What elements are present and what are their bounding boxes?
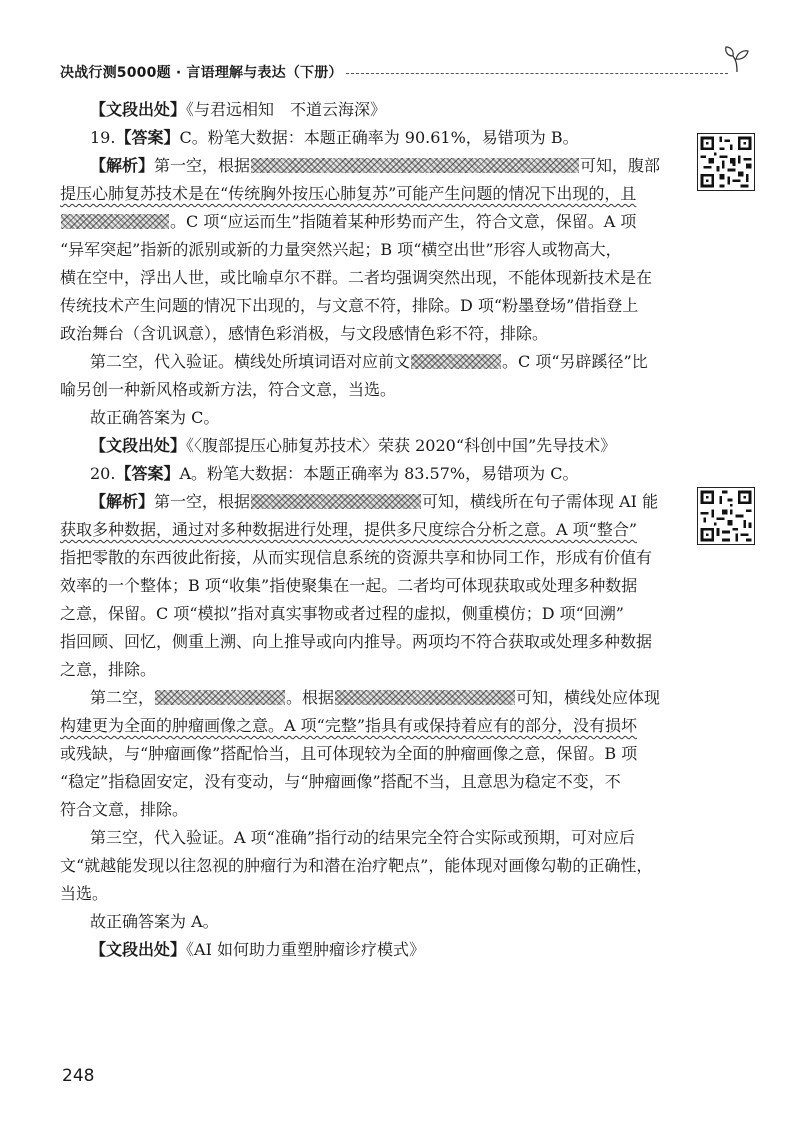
q19-answer-line — [60, 124, 674, 152]
q20-answer-line — [60, 460, 674, 488]
text-span: 或残缺，与“肿瘤画像”搭配恰当，且可体现较为全面的肿瘤画像之意，保留。B 项 — [60, 744, 638, 763]
q20-analysis-line-9 — [60, 712, 674, 740]
text-span: 获取多种数据，通过对多种数据进行处理，提供多尺度综合分析之意。A 项“整合” — [60, 520, 638, 539]
q20-analysis-line-10 — [60, 740, 674, 768]
sprout-icon — [724, 44, 750, 74]
qr-code-q19 — [697, 133, 755, 191]
text-span: 符合文意，排除。 — [60, 800, 189, 819]
text-span: 故正确答案为 A。 — [90, 912, 219, 931]
text-span: 之意，保留。C 项“模拟”指对真实事物或者过程的虚拟，侧重模仿；D 项“回溯” — [60, 604, 624, 623]
text-span: 第一空，根据 — [154, 156, 251, 175]
source-label: 【文段出处】 — [90, 940, 187, 959]
masked-text — [155, 690, 285, 705]
text-span: 故正确答案为 C。 — [90, 408, 220, 427]
q19-conclusion — [60, 404, 674, 432]
q19-analysis-line-9 — [60, 376, 674, 404]
q20-analysis-line-11 — [60, 768, 674, 796]
text-span: “稳定”指稳固安定，没有变动，与“肿瘤画像”搭配不当，且意思为稳定不变，不 — [60, 772, 621, 791]
source-text: 《AI 如何助力重塑肿瘤诊疗模式》 — [186, 940, 425, 959]
qr-code-q20 — [697, 487, 755, 545]
q20-source-line — [60, 936, 674, 964]
q20-conclusion — [60, 908, 674, 936]
text-span: “异军突起”指新的派别或新的力量突然兴起；B 项“横空出世”形容人或物高大， — [60, 240, 622, 259]
answer-text: C。粉笔大数据：本题正确率为 90.61%，易错项为 B。 — [179, 128, 579, 147]
text-span: 第二空， — [90, 688, 155, 707]
text-span: 提压心肺复苏技术是在“传统胸外按压心肺复苏”可能产生问题的情况下出现的，且 — [60, 184, 637, 203]
q19-analysis-line-6 — [60, 292, 674, 320]
text-span: 当选。 — [60, 884, 109, 903]
masked-text — [251, 158, 579, 173]
masked-text — [335, 690, 515, 705]
source-text: 《〈腹部提压心肺复苏技术〉荣获 2020“科创中国”先导技术》 — [186, 436, 617, 455]
text-span: 构建更为全面的肿瘤画像之意。A 项“完整”指具有或保持着应有的部分，没有损坏 — [60, 716, 638, 735]
text-span: 可知，横线处应体现 — [516, 688, 661, 707]
text-span: 。根据 — [286, 688, 335, 707]
text-span: 政治舞台（含讥讽意），感情色彩消极，与文段感情色彩不符，排除。 — [60, 324, 549, 343]
q18-source-line — [60, 96, 674, 124]
q20-analysis-line-3 — [60, 544, 674, 572]
text-span: 指把零散的东西彼此衔接，从而实现信息系统的资源共享和协同工作，形成有价值有 — [60, 548, 653, 567]
q19-analysis-line-5 — [60, 264, 674, 292]
q20-analysis-line-1 — [60, 488, 674, 516]
masked-text — [61, 214, 169, 229]
q20-analysis-line-12 — [60, 796, 674, 824]
text-span: 效率的一个整体；B 项“收集”指使聚集在一起。二者均可体现获取或处理多种数据 — [60, 576, 638, 595]
answer-label: 【答案】 — [115, 128, 180, 147]
header-title: 决战行测5000题 · 言语理解与表达（下册） — [60, 65, 343, 81]
text-span: 第三空，代入验证。A 项“准确”指行动的结果完全符合实际或预期，可对应后 — [90, 828, 636, 847]
text-span: 文“就越能发现以往忽视的肿瘤行为和潜在治疗靶点”，能体现对画像勾勒的正确性， — [60, 856, 653, 875]
text-span: 可知，腹部 — [580, 156, 661, 175]
q19-analysis-line-8 — [60, 348, 674, 376]
q20-analysis-line-2 — [60, 516, 674, 544]
q19-analysis-line-2 — [60, 180, 674, 208]
q19-analysis-line-3 — [60, 208, 674, 236]
q20-analysis-line-15 — [60, 880, 674, 908]
text-span: 横在空中，浮出人世，或比喻卓尔不群。二者均强调突然出现，不能体现新技术是在 — [60, 268, 653, 287]
text-span: 之意，排除。 — [60, 660, 157, 679]
text-span: 可知，横线所在句子需体现 AI 能 — [422, 492, 659, 511]
source-label: 【文段出处】 — [90, 436, 187, 455]
q20-analysis-line-8 — [60, 684, 674, 712]
q20-analysis-line-7 — [60, 656, 674, 684]
masked-text — [411, 354, 501, 369]
q20-analysis-line-6 — [60, 628, 674, 656]
analysis-label: 【解析】 — [90, 156, 155, 175]
answer-content — [60, 96, 674, 964]
text-span: 传统技术产生问题的情况下出现的，与文意不符，排除。D 项“粉墨登场”借指登上 — [60, 296, 639, 315]
header-dashed-rule — [346, 73, 728, 74]
q19-analysis-line-1 — [60, 152, 674, 180]
answer-text: A。粉笔大数据：本题正确率为 83.57%，易错项为 C。 — [179, 464, 579, 483]
q19-source-line — [60, 432, 674, 460]
analysis-label: 【解析】 — [90, 492, 155, 511]
running-header — [60, 62, 750, 86]
q19-analysis-line-4 — [60, 236, 674, 264]
source-text: 《与君远相知 不道云海深》 — [186, 100, 387, 119]
q20-analysis-line-4 — [60, 572, 674, 600]
question-number: 20. — [90, 464, 116, 483]
masked-text — [251, 494, 421, 509]
text-span: 第二空，代入验证。横线处所填词语对应前文 — [90, 352, 411, 371]
text-span: 。C 项“应运而生”指随着某种形势而产生，符合文意，保留。A 项 — [170, 212, 637, 231]
answer-label: 【答案】 — [115, 464, 180, 483]
text-span: 喻另创一种新风格或新方法，符合文意，当选。 — [60, 380, 397, 399]
q19-analysis-line-7 — [60, 320, 674, 348]
text-span: 。C 项“另辟蹊径”比 — [502, 352, 648, 371]
text-span: 指回顾、回忆，侧重上溯、向上推导或向内推导。两项均不符合获取或处理多种数据 — [60, 632, 653, 651]
q20-analysis-line-13 — [60, 824, 674, 852]
source-label: 【文段出处】 — [90, 100, 187, 119]
question-number: 19. — [90, 128, 116, 147]
page-number: 248 — [62, 1066, 95, 1086]
text-span: 第一空，根据 — [154, 492, 251, 511]
q20-analysis-line-5 — [60, 600, 674, 628]
q20-analysis-line-14 — [60, 852, 674, 880]
